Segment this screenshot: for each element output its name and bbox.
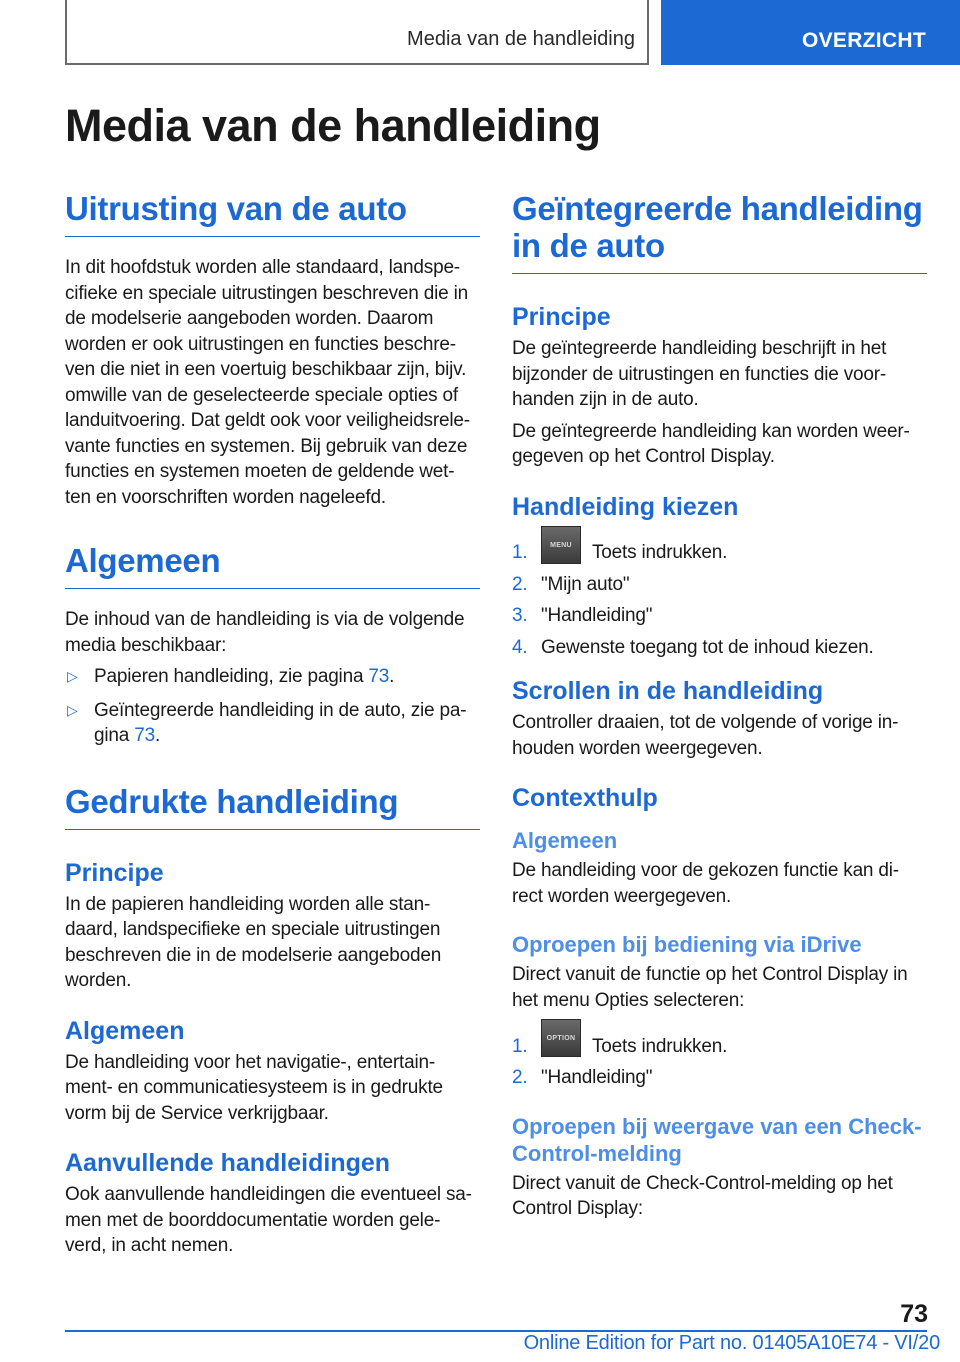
list-item: 1. MENU Toets indrukken. [512,526,927,566]
header-section-title: Media van de handleiding [407,28,635,50]
list-item: 2. "Mijn auto" [512,573,630,595]
list-item: ▷ Geïntegreerde handleiding in de auto, zie pa-gina 73. [67,699,467,746]
triangle-bullet-icon: ▷ [67,668,78,684]
heading-algemeen: Algemeen [65,542,480,589]
ccm-body: Direct vanuit de Check-Control-melding op het Control Display: [512,1172,893,1219]
heading-uitrusting: Uitrusting van de auto [65,190,480,237]
heading-principe-right: Principe [512,303,611,331]
media-bullet-list [65,664,480,749]
header-tab-overzicht[interactable] [661,0,960,65]
list-item: 1. OPTION Toets indrukken. [512,1019,927,1059]
heading-principe: Principe [65,858,164,887]
page-link[interactable]: 73 [368,666,390,687]
menu-button-icon: MENU [541,526,581,564]
scrollen-body: Controller draaien, tot de volgende of vorige in-houden worden weergegeven. [512,712,899,759]
list-item: 4. Gewenste toegang tot de inhoud kiezen. [512,636,874,658]
algemeen-sub-body: De handleiding voor het navigatie-, entertain-ment- en communicatiesysteem is in gedrukte vorm bij de Service verkrijgbaar. [65,1051,443,1124]
heading-ctx-algemeen: Algemeen [512,828,618,853]
left-column [65,190,480,1265]
principe-body: In de papieren handleiding worden alle stan-daard, landspecifieke en speciale uitrustingen beschreven die in de modelserie aangeboden worden. [65,893,442,991]
heading-geintegreerde: Geïntegreerde handleiding in de auto [512,190,927,274]
uitrusting-body: In dit hoofdstuk worden alle standaard, landspe-cifieke en speciale uitrustingen beschreven die in de modelserie aangeboden worden. Daarom worden er ook uitrustingen en functies beschre-ven die niet in een voertuig beschikbaar zijn, bijv. omwille van de geselecteerde speciale opties of landuitvoering. Dat geldt ook voor veiligheidsrele-vante functies en systemen. Bij gebruik van deze functies en systemen moeten de geldende wet-ten en voorschriften worden nageleefd. [65,257,470,508]
footer-edition: Online Edition for Part no. 01405A10E74 - VI/20 [523,1332,940,1354]
aanvullende-body: Ook aanvullende handleidingen die eventueel sa-men met de boorddocumentatie worden gele-verd, in acht nemen. [65,1184,472,1256]
idrive-body: Direct vanuit de functie op het Control Display in het menu Opties selecteren: [512,964,908,1011]
heading-gedrukte-handleiding: Gedrukte handleiding [65,783,480,830]
algemeen-body: De inhoud van de handleiding is via de volgende media beschikbaar: [65,609,465,656]
heading-oproepen-ccm: Oproepen bij weergave van een Check-Control-melding [512,1113,922,1166]
heading-algemeen-sub: Algemeen [65,1016,185,1045]
ctx-algemeen-body: De handleiding voor de gekozen functie kan di-rect worden weergegeven. [512,860,899,907]
triangle-bullet-icon: ▷ [67,701,78,718]
heading-handleiding-kiezen: Handleiding kiezen [512,492,739,521]
header-section-box [65,0,649,65]
list-item: 2. "Handleiding" [512,1067,653,1088]
list-item: ▷ Papieren handleiding, zie pagina 73. [65,664,480,690]
heading-scrollen: Scrollen in de handleiding [512,677,824,705]
idrive-step-list [512,1019,927,1091]
heading-aanvullende: Aanvullende handleidingen [65,1149,391,1177]
option-button-icon: OPTION [541,1019,581,1057]
page-title: Media van de handleiding [65,100,601,151]
list-item: 3. "Handleiding" [512,605,653,626]
heading-oproepen-idrive: Oproepen bij bediening via iDrive [512,932,862,957]
kiezen-step-list [512,526,927,661]
heading-contexthulp: Contexthulp [512,784,658,812]
principe-right-body-2: De geïntegreerde handleiding kan worden weer-gegeven op het Control Display. [512,420,910,467]
page-number: 73 [900,1300,928,1328]
principe-right-body-1: De geïntegreerde handleiding beschrijft in het bijzonder de uitrustingen en functies die voor-handen zijn in de auto. [512,338,887,410]
header-tab-label: OVERZICHT [801,29,926,52]
right-column [512,190,927,1228]
page-link[interactable]: 73 [134,725,155,746]
